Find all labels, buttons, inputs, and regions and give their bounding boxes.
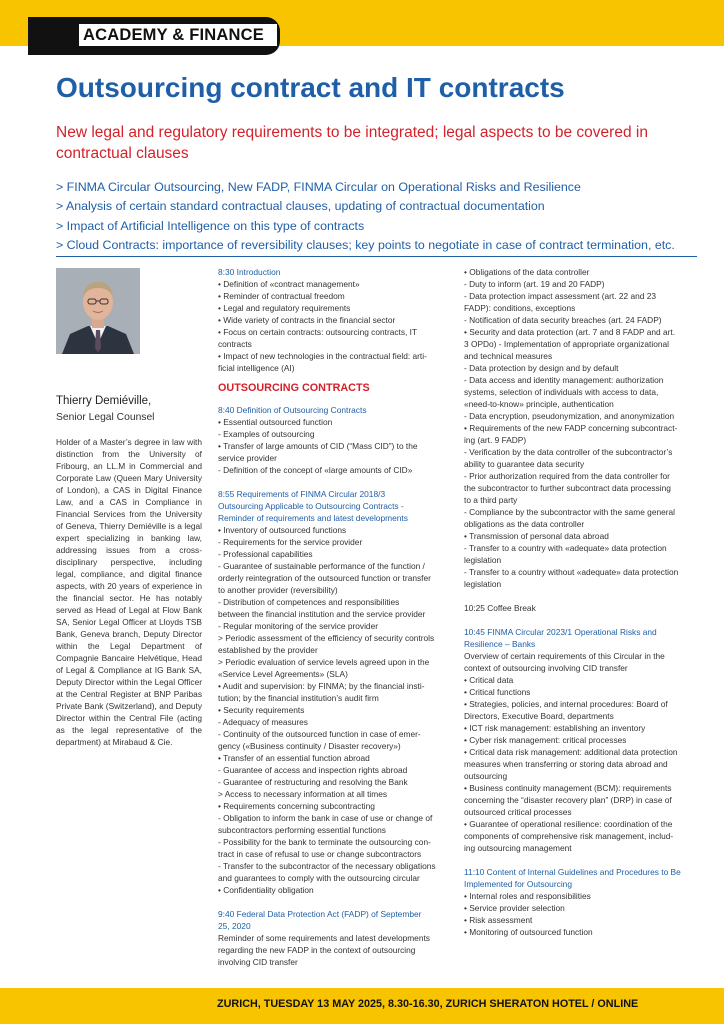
agenda-item: 3 OPDo) - Implementation of appropriate organizational (464, 339, 669, 349)
agenda-item: • Inventory of outsourced functions (218, 525, 347, 535)
agenda-item: service provider (218, 453, 277, 463)
agenda-item: legislation (464, 579, 502, 589)
speaker-photo (56, 268, 140, 354)
agenda-item: • Definition of «contract management» (218, 279, 360, 289)
agenda-item: concerning the “disaster recovery plan” (DRP) in case of (464, 795, 672, 805)
session-title: Reminder of requirements and latest developments (218, 513, 408, 523)
agenda-item: - Guarantee of restructuring and resolving the Bank (218, 777, 408, 787)
agenda-item: - Transfer to a country without «adequate» data protection (464, 567, 679, 577)
session-title: 8:40 Definition of Outsourcing Contracts (218, 405, 367, 415)
agenda-item: - Data protection by design and by default (464, 363, 619, 373)
agenda-item: context of outsourcing involving CID transfer (464, 663, 628, 673)
agenda-item: • Critical data risk management: additional data protection (464, 747, 678, 757)
agenda-item: • Impact of new technologies in the contractual field: arti- (218, 351, 427, 361)
agenda-item: - Requirements for the service provider (218, 537, 363, 547)
program-column-middle (218, 266, 450, 968)
brand-label: ACADEMY & FINANCE (79, 24, 277, 46)
session-title: Implemented for Outsourcing (464, 879, 572, 889)
coffee-break: 10:25 Coffee Break (464, 603, 536, 613)
agenda-item: • Essential outsourced function (218, 417, 333, 427)
agenda-item: > Periodic evaluation of service levels agreed upon in the (218, 657, 430, 667)
speaker-role: Senior Legal Counsel (56, 412, 155, 423)
agenda-item: tution; by the financial institution’s audit firm (218, 693, 379, 703)
agenda-item: - Compliance by the subcontractor with the same general (464, 507, 676, 517)
speaker-bio: Holder of a Master’s degree in law with distinction from the University of Fribourg, an LL.M in Commercial and Corporate Law (Queen Mary University of London), a CAS in Digital Finance Law, and a CAS in Compliance in Financial Services from the University of Geneva, Thierry Demiéville is a legal expert specializing in banking law, addressing issues from a cross-disciplinary perspective, including legal, compliance, and digital finance aspects, with 20 years of experience in the financial sector. He has notably served as Head of Legal at Flow Bank SA, Senior Legal Officer at Lloyds TSB Bank, Geneva branch, Deputy Director within the Legal Department of Compagnie Bancaire Helvétique, Head of Legal & Compliance at IG Bank SA, Deputy Director within the Legal Officer at the Central Register at BNP Paribas Private Bank (Switzerland), and Deputy Director within the Central File (acting as the legal representative of the department) at Mirabaud & Cie. (56, 437, 202, 747)
agenda-item: • Critical data (464, 675, 514, 685)
agenda-item: measures when transferring or storing data abroad and (464, 759, 668, 769)
key-points-list (56, 178, 696, 256)
agenda-item: • Monitoring of outsourced function (464, 927, 593, 937)
key-point: > Impact of Artificial Intelligence on this type of contracts (56, 218, 365, 233)
speaker-name: Thierry Demiéville, (56, 395, 152, 407)
agenda-item: - Professional capabilities (218, 549, 313, 559)
agenda-item: - Transfer to the subcontractor of the necessary obligations (218, 861, 436, 871)
agenda-item: - Definition of the concept of «large amounts of CID» (218, 465, 413, 475)
key-point: > Cloud Contracts: importance of reversibility clauses; key points to negotiate in case of contract termination, etc. (56, 238, 675, 253)
agenda-item: orderly reintegration of the outsourced function or transfer (218, 573, 431, 583)
agenda-item: involving CID transfer (218, 957, 298, 967)
agenda-item: • Internal roles and responsibilities (464, 891, 591, 901)
agenda-item: • Security and data protection (art. 7 and 8 FADP and art. (464, 327, 676, 337)
agenda-item: - Guarantee of access and inspection rights abroad (218, 765, 408, 775)
agenda-item: - Obligation to inform the bank in case of use or change of (218, 813, 433, 823)
agenda-item: • Confidentiality obligation (218, 885, 314, 895)
divider (56, 256, 697, 257)
agenda-item: tract in case of refusal to use or change subcontractors (218, 849, 422, 859)
page-title: Outsourcing contract and IT contracts (56, 72, 565, 103)
agenda-item: • Reminder of contractual freedom (218, 291, 345, 301)
agenda-item: subcontractors performing essential functions (218, 825, 386, 835)
agenda-item: components of comprehensive risk management, includ- (464, 831, 674, 841)
agenda-item: and guarantees to comply with the outsourcing circular (218, 873, 420, 883)
agenda-item: Reminder of some requirements and latest developments (218, 933, 430, 943)
agenda-item: obligations as the data controller (464, 519, 585, 529)
agenda-item: - Adequacy of measures (218, 717, 308, 727)
session-title: 8:55 Requirements of FINMA Circular 2018/3 (218, 489, 386, 499)
page-subtitle: New legal and regulatory requirements to be integrated; legal aspects to be covered in contractual clauses (56, 124, 648, 162)
agenda-item: • Critical functions (464, 687, 531, 697)
event-details: ZURICH, TUESDAY 13 MAY 2025, 8.30-16.30, ZURICH SHERATON HOTEL / ONLINE (217, 998, 639, 1010)
agenda-item: - Data encryption, pseudonymization, and anonymization (464, 411, 675, 421)
agenda-item: • Cyber risk management: critical processes (464, 735, 627, 745)
agenda-item: - Transfer to a country with «adequate» data protection (464, 543, 667, 553)
agenda-item: - Examples of outsourcing (218, 429, 315, 439)
agenda-item: • Legal and regulatory requirements (218, 303, 351, 313)
agenda-item: outsourcing (464, 771, 508, 781)
key-point: > Analysis of certain standard contractual clauses, updating of contractual documentation (56, 199, 545, 214)
agenda-item: - Guarantee of sustainable performance of the function / (218, 561, 425, 571)
agenda-item: • Strategies, policies, and internal procedures: Board of (464, 699, 668, 709)
agenda-item: • Service provider selection (464, 903, 565, 913)
agenda-item: - Notification of data security breaches (art. 24 FADP) (464, 315, 662, 325)
agenda-item: • Audit and supervision: by FINMA; by the financial insti- (218, 681, 425, 691)
agenda-item: - Distribution of competences and responsibilities (218, 597, 400, 607)
agenda-item: and technical measures (464, 351, 553, 361)
session-title: 10:45 FINMA Circular 2023/1 Operational Risks and (464, 627, 657, 637)
agenda-item: «Service Level Agreements» (SLA) (218, 669, 348, 679)
agenda-item: - Continuity of the outsourced function in case of emer- (218, 729, 421, 739)
agenda-item: • Requirements of the new FADP concerning subcontract- (464, 423, 678, 433)
agenda-item: - Duty to inform (art. 19 and 20 FADP) (464, 279, 605, 289)
agenda-item: • Wide variety of contracts in the financial sector (218, 315, 396, 325)
agenda-item: • Focus on certain contracts: outsourcing contracts, IT contracts (218, 327, 417, 349)
key-point: > FINMA Circular Outsourcing, New FADP, FINMA Circular on Operational Risks and Resilience (56, 180, 581, 194)
agenda-item: • Transfer of large amounts of CID (“Mass CID”) to the (218, 441, 418, 451)
agenda-item: «need-to-know» principle, authentication (464, 399, 614, 409)
agenda-item: • Guarantee of operational resilience: coordination of the (464, 819, 673, 829)
agenda-item: - Possibility for the bank to terminate the outsourcing con- (218, 837, 431, 847)
session-title: 11:10 Content of Internal Guidelines and Procedures to Be (464, 867, 681, 877)
agenda-item: Overview of certain requirements of this Circular in the (464, 651, 665, 661)
agenda-item: > Access to necessary information at all times (218, 789, 388, 799)
agenda-item: between the financial institution and the service provider (218, 609, 426, 619)
section-heading: OUTSOURCING CONTRACTS (218, 382, 370, 394)
agenda-item: • Business continuity management (BCM): requirements (464, 783, 672, 793)
agenda-item: • ICT risk management: establishing an inventory (464, 723, 646, 733)
agenda-item: FADP): conditions, exceptions (464, 303, 576, 313)
session-title: 25, 2020 (218, 921, 251, 931)
agenda-item: - Data access and identity management: authorization (464, 375, 664, 385)
agenda-item: legislation (464, 555, 502, 565)
agenda-item: - Prior authorization required from the data controller for (464, 471, 670, 481)
agenda-item: - Regular monitoring of the service provider (218, 621, 378, 631)
program-column-right (464, 266, 698, 938)
session-title: Resilience – Banks (464, 639, 536, 649)
agenda-item: to another provider (reversibility) (218, 585, 338, 595)
agenda-item: - Data protection impact assessment (art. 22 and 23 (464, 291, 656, 301)
agenda-item: Directors, Executive Board, departments (464, 711, 614, 721)
agenda-item: • Security requirements (218, 705, 305, 715)
agenda-item: • Transmission of personal data abroad (464, 531, 609, 541)
agenda-item: systems, selection of individuals with access to data, (464, 387, 659, 397)
session-title: 8:30 Introduction (218, 267, 281, 277)
agenda-item: ability to guarantee data security (464, 459, 585, 469)
agenda-item: - Verification by the data controller of the subcontractor’s (464, 447, 673, 457)
agenda-item: • Obligations of the data controller (464, 267, 590, 277)
session-title: Outsourcing Applicable to Outsourcing Contracts - (218, 501, 404, 511)
agenda-item: the subcontractor to further subcontract data processing (464, 483, 671, 493)
agenda-item: to a third party (464, 495, 518, 505)
session-title: 9:40 Federal Data Protection Act (FADP) of September (218, 909, 422, 919)
agenda-item: gency («Business continuity / Disaster recovery») (218, 741, 401, 751)
agenda-item: ficial intelligence (AI) (218, 363, 295, 373)
agenda-item: • Requirements concerning subcontracting (218, 801, 375, 811)
agenda-item: ing (art. 9 FADP) (464, 435, 527, 445)
agenda-item: regarding the new FADP in the context of outsourcing (218, 945, 416, 955)
agenda-item: • Risk assessment (464, 915, 533, 925)
agenda-item: established by the provider (218, 645, 318, 655)
agenda-item: > Periodic assessment of the efficiency of security controls (218, 633, 435, 643)
agenda-item: • Transfer of an essential function abroad (218, 753, 370, 763)
agenda-item: ing outsourcing management (464, 843, 572, 853)
agenda-item: outsourced critical processes (464, 807, 572, 817)
